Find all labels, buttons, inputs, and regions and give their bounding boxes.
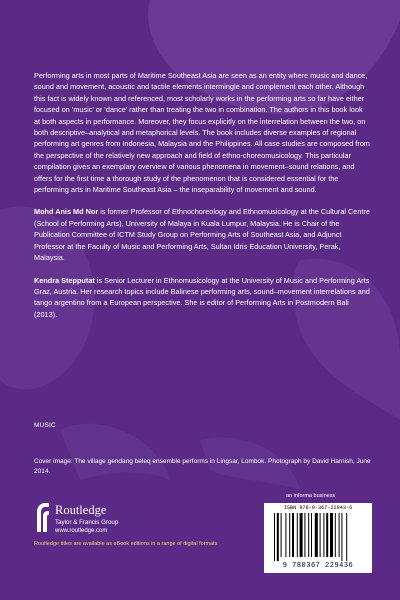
book-description: Performing arts in most parts of Maritime Southeast Asia are seen as an entity where music and dance, sound and movement, acoustic and tactile elements intermingle and complement each other. Although this fact is widely known and referenced, most scholarly works in the performing arts so far have either focused on ‘music’ or ‘dance’ rather than treating the two in combination. The authors in this book look at both aspects in performance. Moreover, they focus explicitly on the interrelation between the two, on both descriptive–analytical and metaphorical levels. The book includes diverse examples of regional performing art genres from Indonesia, Malaysia and the Philippines. All case studies are composed from the perspective of the relatively new approach and field of ethno-choreomusicology. This particular compilation gives an exemplary overview of various phenomena in movement–sound relations, and offers for the first time a thorough study of the phenomenon that is considered essential for the performing arts in Maritime Southeast Asia – the inseparability of movement and sound. — [34, 71, 370, 195]
publisher-group: Taylor & Francis Group — [55, 519, 119, 526]
author-bio-text-2: is Senior Lecturer in Ethnomusicology at the University of Music and Performing Arts Graz, Austria. Her research topics include Balinese performing arts, sound–movement interrelations and tango argentino from a European perspective. She is editor of Performing Arts in Postmodern Bali (2013). — [34, 275, 370, 319]
isbn-number: 9 780367 229436 — [282, 562, 354, 570]
subject-category: MUSIC — [34, 422, 56, 429]
barcode-bar — [320, 513, 321, 557]
barcode-bar — [326, 513, 328, 557]
barcode-bar — [300, 513, 303, 557]
barcode-bar — [339, 513, 340, 557]
barcode-bar — [285, 513, 286, 557]
author-bio-2 — [34, 275, 370, 321]
barcode-bar — [281, 513, 282, 557]
barcode-bar — [274, 513, 275, 561]
isbn-barcode-box — [264, 503, 372, 573]
routledge-logo-icon — [34, 502, 50, 532]
ebook-availability-note: Routledge titles are available as eBook editions in a range of digital formats — [34, 541, 218, 547]
publisher-url[interactable]: www.routledge.com — [55, 528, 108, 534]
author-bio-text-1: is former Professor of Ethnochoreology and Ethnomusicology at the Cultural Centre (School of Performing Arts), University of Malaya in Kuala Lumpur, Malaysia. He is Chair of the Publication Committee of ICTM Study Group on Performing Arts of Southeast Asia, and Adjunct Professor at the Faculty of Music and Performing Arts, Sultan Idris Education University, Perak, Malaysia. — [34, 207, 370, 263]
barcode-bar — [315, 513, 318, 557]
barcode-bar — [304, 513, 305, 557]
barcode-bar — [323, 513, 324, 557]
informa-tagline: an informa business — [286, 493, 336, 499]
barcode-bar — [292, 513, 294, 557]
barcode-graphic — [272, 513, 364, 561]
barcode-bar — [308, 513, 309, 557]
isbn-label: ISBN 978-0-367-22943-6 — [283, 505, 353, 511]
author-name-1: Mohd Anis Md Nor — [34, 207, 99, 217]
cover-image-credit: Cover image: The village gendang beleq ensemble performs in Lingsar, Lombok. Photograph by David Harnish, June 2014. — [34, 458, 371, 475]
barcode-bar — [341, 513, 342, 561]
author-name-2: Kendra Stepputat — [34, 275, 95, 285]
barcode-bar — [297, 513, 298, 557]
barcode-bar — [330, 513, 333, 557]
barcode-bar — [311, 513, 312, 557]
barcode-bar — [289, 513, 290, 557]
barcode-bar — [335, 513, 336, 557]
barcode-bar — [346, 513, 347, 561]
author-bio-1 — [34, 206, 370, 263]
barcode-bar — [277, 513, 279, 561]
publisher-name: Routledge — [55, 503, 107, 517]
